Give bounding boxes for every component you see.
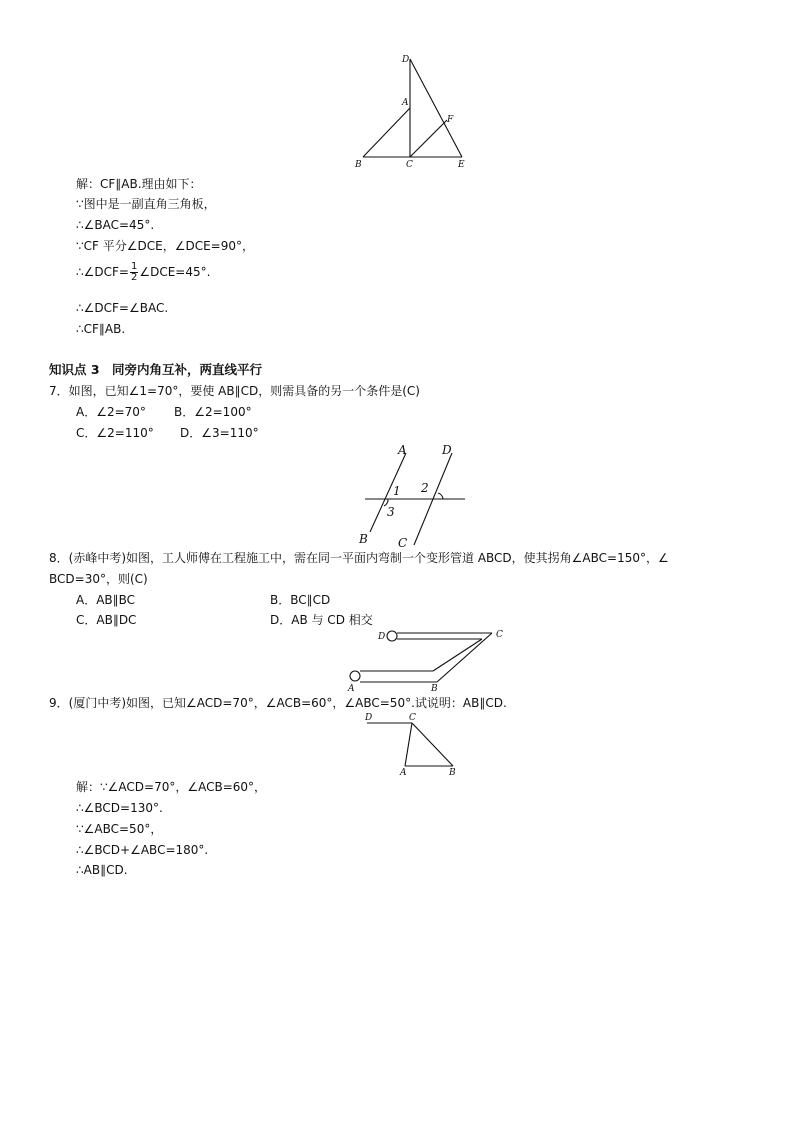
sol6-line2: ∵图中是一副直角三角板， [76, 197, 216, 211]
q7-stem: 7．如图，已知∠1=70°，要使 AB∥CD，则需具备的另一个条件是(C) [49, 384, 420, 398]
fig7-label-b: B [359, 532, 368, 546]
fig7-label-c: C [398, 536, 408, 550]
sol6-line5-prefix: ∴∠DCF= [76, 265, 129, 279]
fraction-numerator: 1 [130, 261, 138, 272]
fig1-label-f: F [447, 115, 454, 125]
sol6-line7: ∴CF∥AB. [76, 322, 126, 336]
fig8-label-a: A [348, 684, 355, 694]
fig9-label-a: A [400, 768, 407, 778]
q8-stem-line2: BCD=30°，则(C) [49, 572, 148, 586]
fig7-angle-2: 2 [421, 481, 429, 495]
fig7-angle-1: 1 [393, 484, 401, 498]
sol6-line4: ∵CF 平分∠DCE，∠DCE=90°， [76, 239, 254, 253]
fig1-label-c: C [406, 160, 413, 170]
q9-solution-line5: ∴AB∥CD. [76, 863, 128, 877]
fraction-half [130, 262, 138, 283]
q8-option-d: D．AB 与 CD 相交 [270, 613, 373, 627]
fig1-label-d: D [402, 55, 410, 65]
fig9-label-c: C [409, 713, 416, 723]
fig8-label-b: B [431, 684, 438, 694]
sol6-line6: ∴∠DCF=∠BAC. [76, 301, 169, 315]
figure-parallel-lines [350, 440, 480, 550]
fig1-label-a: A [402, 98, 409, 108]
q8-option-c: C．AB∥DC [76, 613, 137, 627]
sol6-line5 [76, 262, 210, 283]
fig8-label-d: D [378, 632, 386, 642]
q7-option-d: D．∠3=110° [180, 426, 259, 440]
q9-solution-line1: 解：∵∠ACD=70°，∠ACB=60°， [76, 780, 267, 794]
q9-stem: 9．(厦门中考)如图，已知∠ACD=70°，∠ACB=60°，∠ABC=50°.试说明：AB∥CD. [49, 696, 507, 710]
q8-option-b: B．BC∥CD [270, 593, 331, 607]
sol6-line1: 解：CF∥AB.理由如下： [76, 177, 202, 191]
fig1-label-b: B [355, 160, 362, 170]
q8-stem-line1: 8．(赤峰中考)如图，工人师傅在工程施工中，需在同一平面内弯制一个变形管道 ABCD，使其拐角∠ABC=150°，∠ [49, 551, 669, 565]
sol6-line3: ∴∠BAC=45°. [76, 218, 155, 232]
figure-triangles [350, 50, 480, 175]
q7-option-c: C．∠2=110° [76, 426, 154, 440]
q7-option-a: A．∠2=70° [76, 405, 146, 419]
q9-solution-line2: ∴∠BCD=130°. [76, 801, 163, 815]
q9-solution-line3: ∵∠ABC=50°， [76, 822, 163, 836]
fig8-label-c: C [496, 630, 503, 640]
section-heading: 知识点 3 同旁内角互补，两直线平行 [49, 362, 263, 377]
fig7-label-d: D [442, 443, 452, 457]
sol6-line5-suffix: ∠DCE=45°. [139, 265, 211, 279]
q8-option-a: A．AB∥BC [76, 593, 136, 607]
fraction-denominator: 2 [130, 272, 138, 283]
fig1-label-e: E [458, 160, 465, 170]
fig9-label-b: B [449, 768, 456, 778]
fig7-label-a: A [398, 443, 407, 457]
q7-option-b: B．∠2=100° [174, 405, 252, 419]
figure-q9 [355, 708, 475, 783]
q9-solution-line4: ∴∠BCD+∠ABC=180°. [76, 843, 209, 857]
fig9-label-d: D [365, 713, 373, 723]
figure-pipe [340, 625, 510, 695]
fig7-angle-3: 3 [387, 505, 395, 519]
